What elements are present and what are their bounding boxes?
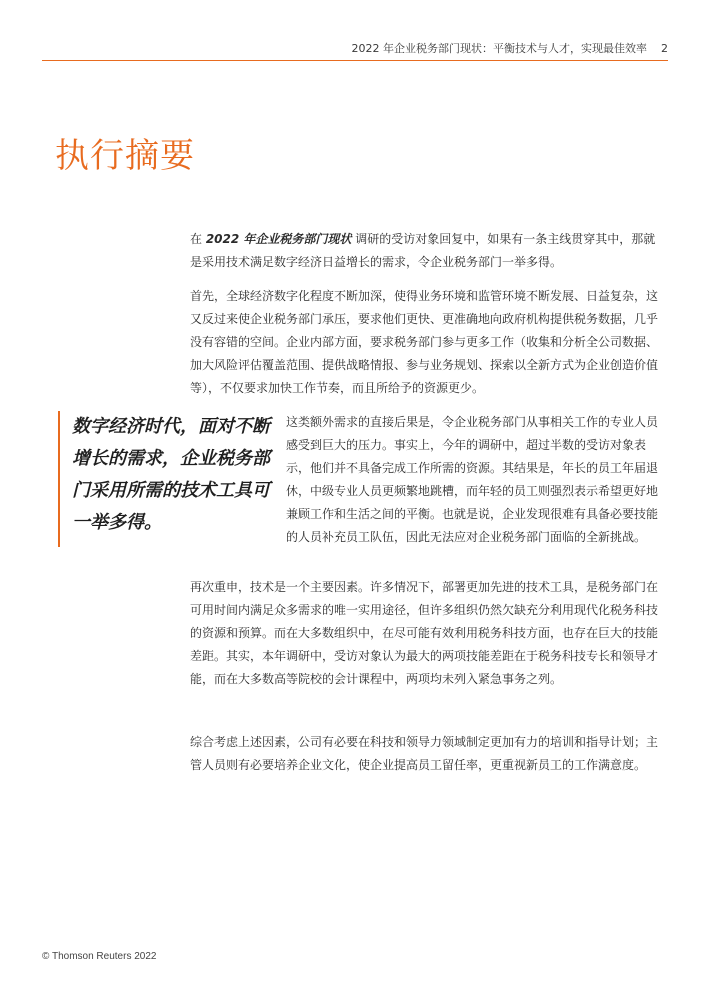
pull-quote: 数字经济时代，面对不断增长的需求，企业税务部门采用所需的技术工具可一举多得。 (58, 411, 277, 547)
running-title: 2022 年企业税务部门现状：平衡技术与人才，实现最佳效率 (351, 42, 647, 55)
intro-rest: 调研的受访对象回复中，如果有一条主线贯穿其中，那就是采用技术满足数字经济日益增长的需求，令企业税务部门一举多得。 (190, 232, 656, 269)
intro-prefix: 在 (190, 232, 206, 246)
header-divider (42, 60, 668, 61)
paragraph-conclusion: 综合考虑上述因素，公司有必要在科技和领导力领域制定更加有力的培训和指导计划；主管人员则有必要培养企业文化，使企业提高员工留任率，更重视新员工的工作满意度。 (190, 735, 659, 772)
page-number: 2 (661, 41, 668, 55)
paragraph-technology: 再次重申，技术是一个主要因素。许多情况下，部署更加先进的技术工具，是税务部门在可用时间内满足众多需求的唯一实用途径，但许多组织仍然欠缺充分利用现代化税务科技的资源和预算。而在大多数组织中，在尽可能有效利用税务科技方面，也存在巨大的技能差距。其实，本年调研中，受访对象认为最大的两项技能差距在于税务科技专长和领导才能，而在大多数高等院校的会计课程中，两项均未列入紧急事务之列。 (190, 580, 659, 686)
intro-paragraph (190, 228, 658, 274)
running-header (42, 40, 668, 56)
paragraph-digitalization: 首先，全球经济数字化程度不断加深，使得业务环境和监管环境不断发展、日益复杂，这又反过来使企业税务部门承压，要求他们更快、更准确地向政府机构提供税务数据，几乎没有容错的空间。企业内部方面，要求税务部门参与更多工作（收集和分析全公司数据、加大风险评估覆盖范围、提供战略情报、参与业务规划、探索以全新方式为企业创造价值等），不仅要求加快工作节奏，而且所给予的资源更少。 (190, 289, 659, 395)
page-title: 执行摘要 (55, 136, 195, 176)
paragraph-pressure: 这类额外需求的直接后果是，令企业税务部门从事相关工作的专业人员感受到巨大的压力。事实上，今年的调研中，超过半数的受访对象表示，他们并不具备完成工作所需的资源。其结果是，年长的员工年届退休，中级专业人员更频繁地跳槽，而年轻的员工则强烈表示希望更好地兼顾工作和生活之间的平衡。也就是说，企业发现很难有具备必要技能的人员补充员工队伍，因此无法应对企业税务部门面临的全新挑战。 (286, 415, 659, 544)
report-name-emphasis: 2022 年企业税务部门现状 (205, 232, 352, 246)
copyright-footer: © Thomson Reuters 2022 (42, 951, 157, 962)
